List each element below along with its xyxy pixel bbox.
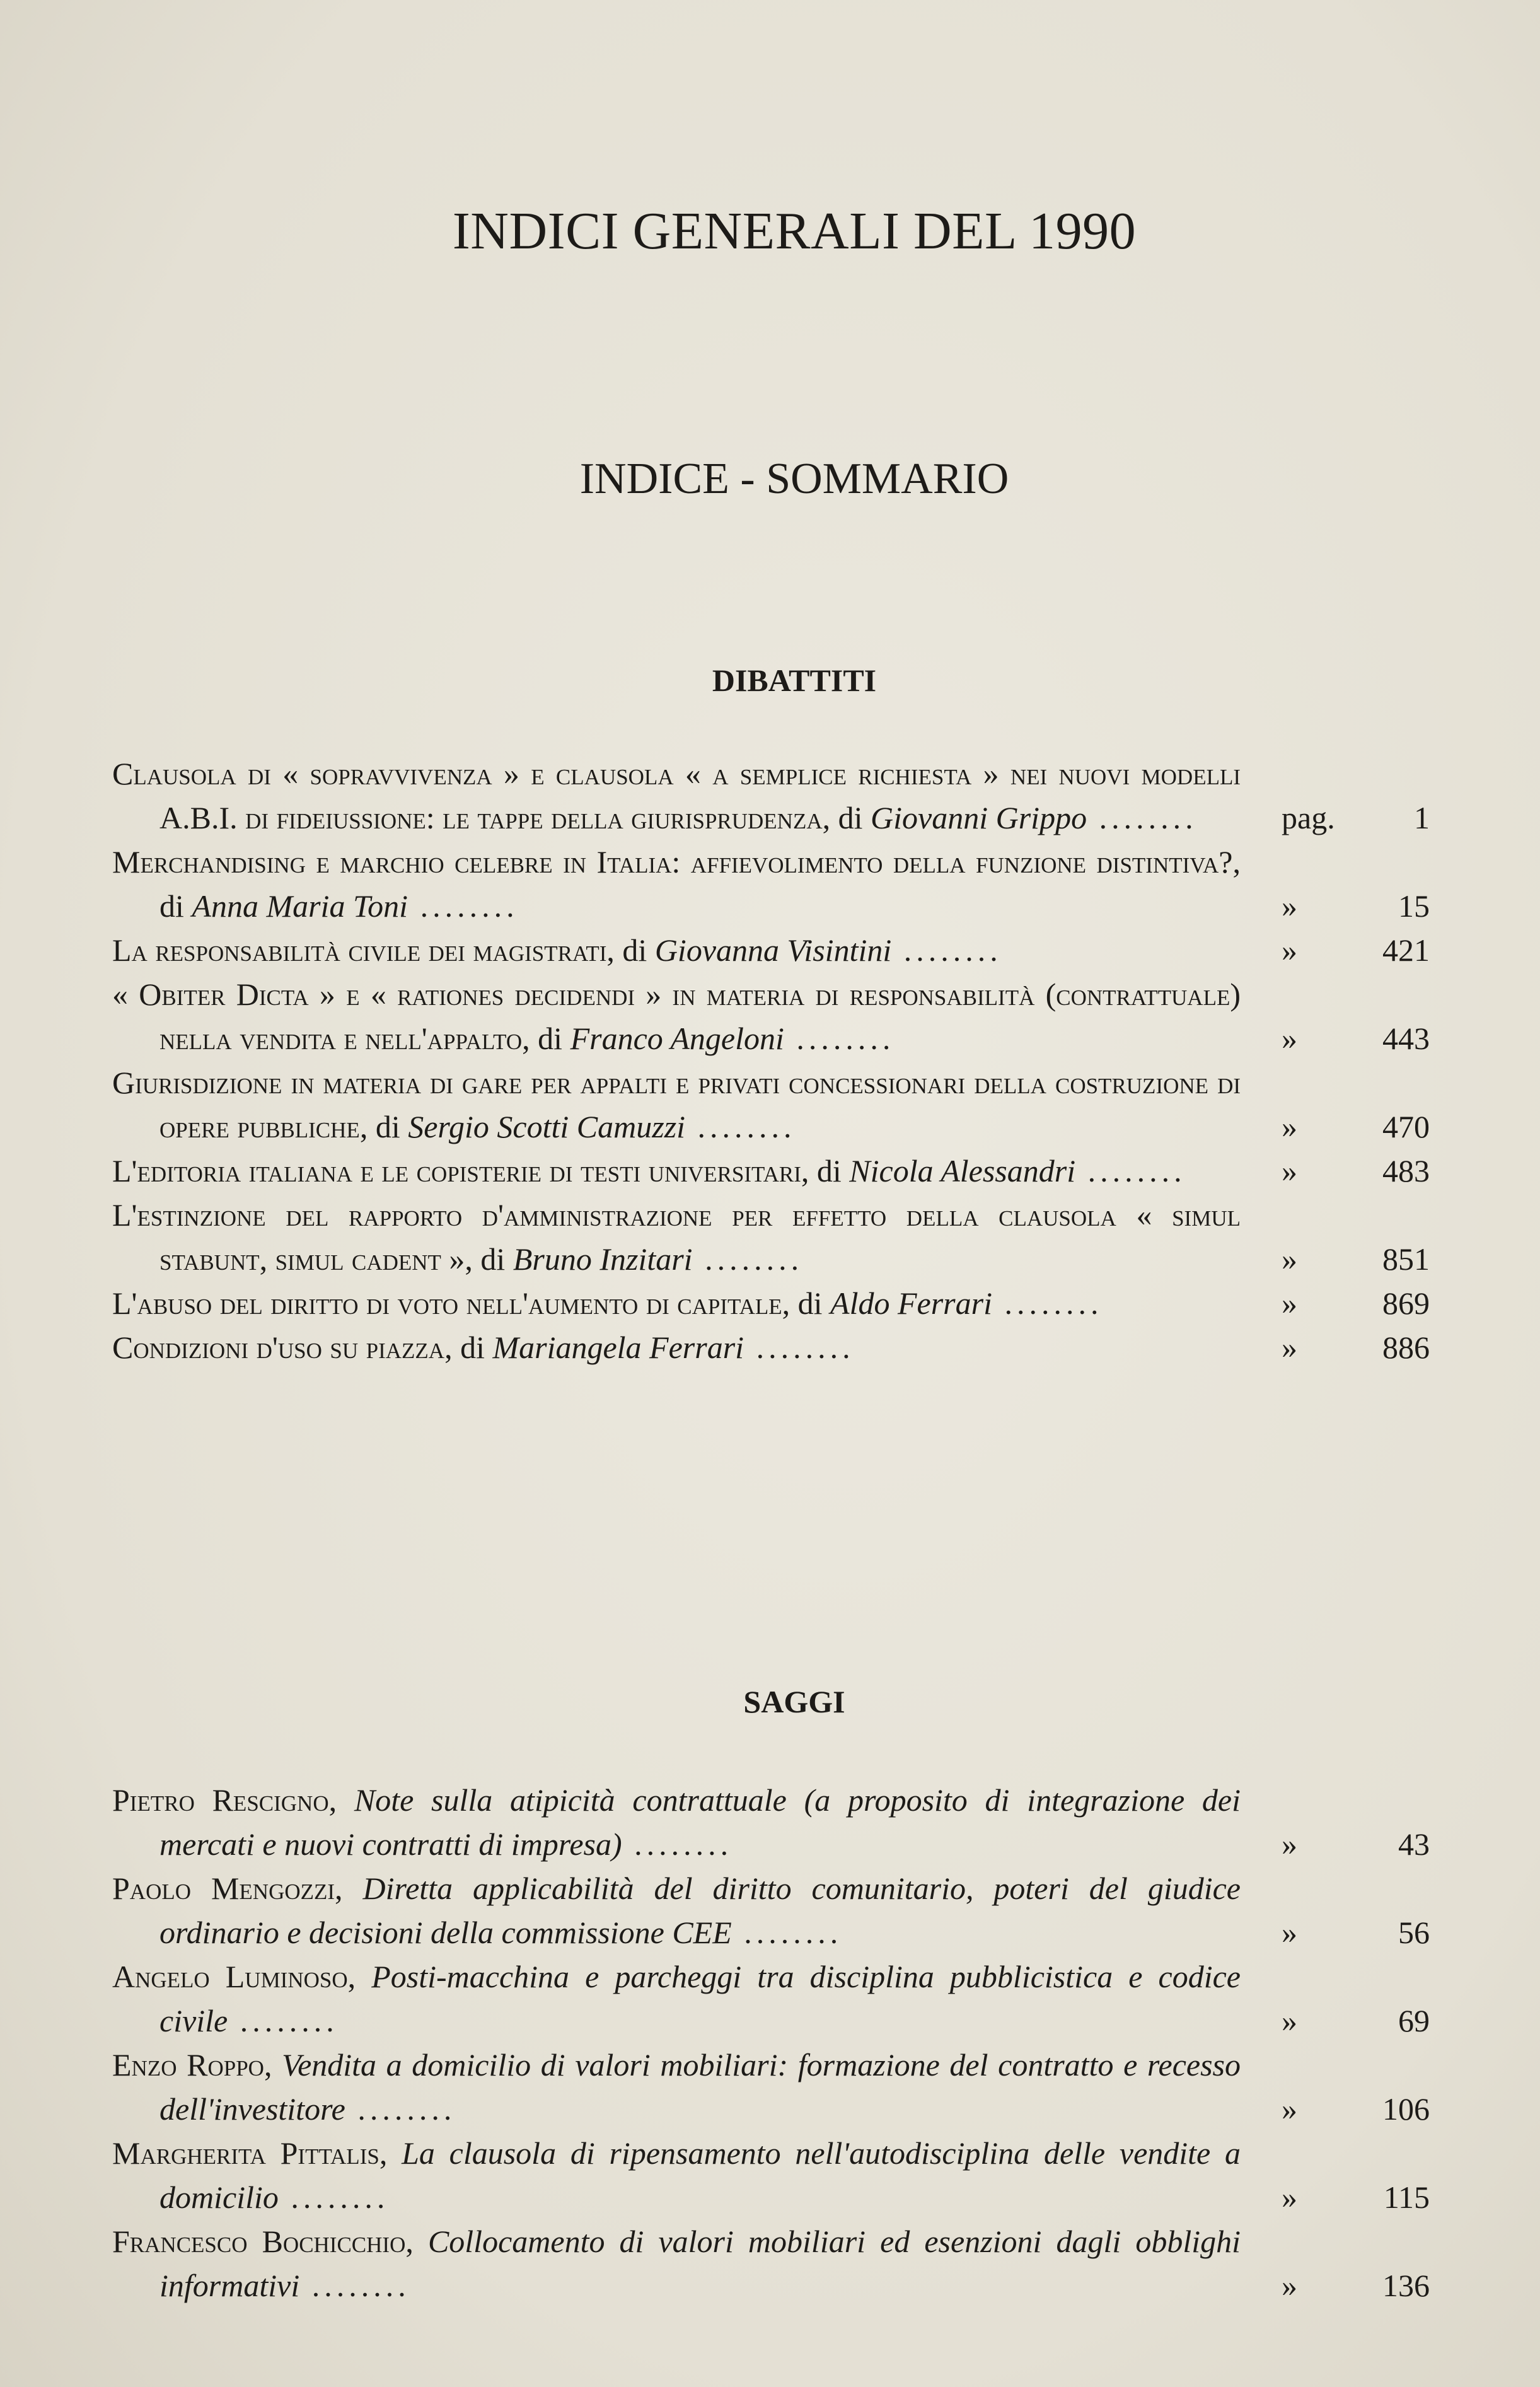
page-number: 115 xyxy=(1383,2180,1430,2215)
entry-title: Diretta applicabilità del diritto comunitario, poteri del giudice ordinario e decisioni della commissione CEE xyxy=(159,1871,1241,1950)
page-reference xyxy=(1253,928,1430,972)
page-number: 1 xyxy=(1414,800,1430,835)
entry-title: L'editoria italiana e le copisterie di testi universitari xyxy=(112,1153,801,1188)
entry-author: Pietro Rescigno xyxy=(112,1782,329,1818)
entry-author: Margherita Pittalis xyxy=(112,2135,379,2171)
index-entry: L'abuso del diritto di voto nell'aumento di capitale, di Aldo Ferrari ........ » 869 xyxy=(112,1281,1430,1325)
page-marker: » xyxy=(1282,1241,1297,1277)
page-reference xyxy=(1253,2087,1430,2131)
index-entry: L'editoria italiana e le copisterie di testi universitari, di Nicola Alessandri ........ » 483 xyxy=(112,1149,1430,1193)
index-entry: « Obiter Dicta » e « rationes decidendi » in materia di responsabilità (contrattuale) nella vendita e nell'appalto, di Franco Angeloni ........ » 443 xyxy=(112,972,1430,1060)
leader-dots: ........ xyxy=(408,888,519,924)
page-marker: » xyxy=(1282,2268,1297,2303)
leader-dots: ........ xyxy=(731,1915,843,1950)
entry-title: Vendita a domicilio di valori mobiliari: formazione del contratto e recesso dell'investitore xyxy=(159,2047,1241,2127)
page-marker: » xyxy=(1282,2091,1297,2127)
entry-author: Enzo Roppo xyxy=(112,2047,264,2082)
leader-dots: ........ xyxy=(622,1827,733,1862)
page-marker: » xyxy=(1282,1153,1297,1188)
entry-title: Giurisdizione in materia di gare per appalti e privati concessionari della costruzione di opere pubbliche xyxy=(112,1065,1241,1144)
page-number: 69 xyxy=(1398,2003,1430,2038)
leader-dots: ........ xyxy=(1075,1153,1186,1188)
index-entry: Angelo Luminoso, Posti-macchina e parcheggi tra disciplina pubblicistica e codice civile ........ » 69 xyxy=(112,1954,1430,2043)
page-number: 851 xyxy=(1382,1241,1430,1277)
section-heading-dibattiti: DIBATTITI xyxy=(712,663,877,698)
entries-dibattiti xyxy=(112,752,1430,1369)
entry-author: Anna Maria Toni xyxy=(192,888,408,924)
leader-dots: ........ xyxy=(1087,800,1198,835)
page-reference xyxy=(1253,2175,1430,2219)
entry-author: Giovanni Grippo xyxy=(871,800,1087,835)
page-reference xyxy=(1253,1016,1430,1060)
index-entry: Merchandising e marchio celebre in Italia: affievolimento della funzione distintiva?, di Anna Maria Toni ........ » 15 xyxy=(112,840,1430,928)
page-number: 483 xyxy=(1382,1153,1430,1188)
page-reference xyxy=(1253,1105,1430,1149)
page-subtitle: INDICE - SOMMARIO xyxy=(579,455,1009,503)
page-marker: » xyxy=(1282,1109,1297,1144)
entry-author: Giovanna Visintini xyxy=(654,932,892,968)
leader-dots: ........ xyxy=(692,1241,804,1277)
leader-dots: ........ xyxy=(992,1286,1103,1321)
entry-title: « Obiter Dicta » e « rationes decidendi » in materia di responsabilità (contrattuale) nella vendita e nell'appalto xyxy=(112,977,1241,1056)
page-number: 421 xyxy=(1382,932,1430,968)
leader-dots: ........ xyxy=(345,2091,456,2127)
page-number: 470 xyxy=(1382,1109,1430,1144)
index-entry: Enzo Roppo, Vendita a domicilio di valori mobiliari: formazione del contratto e recesso dell'investitore ........ » 106 xyxy=(112,2043,1430,2131)
page-marker: » xyxy=(1282,1330,1297,1365)
leader-dots: ........ xyxy=(278,2180,390,2215)
entry-title: Condizioni d'uso su piazza xyxy=(112,1330,445,1365)
index-entry: Pietro Rescigno, Note sulla atipicità contrattuale (a proposito di integrazione dei mercati e nuovi contratti di impresa) ........ » 43 xyxy=(112,1778,1430,1866)
page-reference xyxy=(1253,796,1430,840)
entry-title: Note sulla atipicità contrattuale (a proposito di integrazione dei mercati e nuovi contratti di impresa) xyxy=(159,1782,1241,1862)
page-number: 869 xyxy=(1382,1286,1430,1321)
page-number: 106 xyxy=(1382,2091,1430,2127)
page-reference xyxy=(1253,1999,1430,2043)
page-reference xyxy=(1253,2263,1430,2308)
index-entry: Clausola di « sopravvivenza » e clausola « a semplice richiesta » nei nuovi modelli A.B.I. di fideiussione: le tappe della giurisprudenza, di Giovanni Grippo ........ pag. 1 xyxy=(112,752,1430,840)
leader-dots: ........ xyxy=(891,932,1002,968)
entry-title: Collocamento di valori mobiliari ed esenzioni dagli obblighi informativi xyxy=(159,2224,1241,2303)
entry-title: L'estinzione del rapporto d'amministrazione per effetto della clausola « simul stabunt, simul cadent » xyxy=(112,1197,1241,1277)
page-marker: » xyxy=(1282,1286,1297,1321)
entry-title: La responsabilità civile dei magistrati xyxy=(112,932,607,968)
entry-author: Aldo Ferrari xyxy=(830,1286,992,1321)
page-marker: » xyxy=(1282,932,1297,968)
page-marker: » xyxy=(1282,1915,1297,1950)
leader-dots: ........ xyxy=(744,1330,855,1365)
page-reference xyxy=(1253,1149,1430,1193)
page-reference xyxy=(1253,1822,1430,1866)
page-reference xyxy=(1253,1281,1430,1325)
page-marker: » xyxy=(1282,2003,1297,2038)
leader-dots: ........ xyxy=(685,1109,796,1144)
entry-title: Posti-macchina e parcheggi tra disciplina pubblicistica e codice civile xyxy=(159,1959,1241,2038)
index-entry: Paolo Mengozzi, Diretta applicabilità del diritto comunitario, poteri del giudice ordinario e decisioni della commissione CEE ........ » 56 xyxy=(112,1866,1430,1954)
entry-author: Sergio Scotti Camuzzi xyxy=(408,1109,686,1144)
leader-dots: ........ xyxy=(228,2003,339,2038)
index-entry: Condizioni d'uso su piazza, di Mariangela Ferrari ........ » 886 xyxy=(112,1325,1430,1369)
page-marker: » xyxy=(1282,1021,1297,1056)
page-title: INDICI GENERALI DEL 1990 xyxy=(452,202,1137,260)
index-entry: Margherita Pittalis, La clausola di ripensamento nell'autodisciplina delle vendite a domicilio ........ » 115 xyxy=(112,2131,1430,2219)
page-marker: » xyxy=(1282,2180,1297,2215)
entry-title: Merchandising e marchio celebre in Italia: affievolimento della funzione distintiva? xyxy=(112,844,1233,880)
index-entry: Giurisdizione in materia di gare per appalti e privati concessionari della costruzione di opere pubbliche, di Sergio Scotti Camuzzi ........ » 470 xyxy=(112,1060,1430,1149)
entry-author: Francesco Bochicchio xyxy=(112,2224,406,2259)
page-reference xyxy=(1253,1237,1430,1281)
entry-author: Mariangela Ferrari xyxy=(492,1330,744,1365)
section-heading-saggi: SAGGI xyxy=(743,1684,845,1719)
entry-author: Angelo Luminoso xyxy=(112,1959,348,1994)
entry-title: Clausola di « sopravvivenza » e clausola « a semplice richiesta » nei nuovi modelli A.B.I. di fideiussione: le tappe della giurisprudenza xyxy=(112,756,1241,835)
entry-author: Paolo Mengozzi xyxy=(112,1871,335,1906)
page-reference xyxy=(1253,1910,1430,1954)
page-marker: » xyxy=(1282,888,1297,924)
page-number: 15 xyxy=(1398,888,1430,924)
entry-author: Bruno Inzitari xyxy=(512,1241,693,1277)
entry-author: Franco Angeloni xyxy=(570,1021,784,1056)
page-number: 43 xyxy=(1398,1827,1430,1862)
entry-title: L'abuso del diritto di voto nell'aumento di capitale xyxy=(112,1286,782,1321)
page-marker: pag. xyxy=(1282,800,1335,835)
page-reference xyxy=(1253,884,1430,928)
page-number: 886 xyxy=(1382,1330,1430,1365)
page-reference xyxy=(1253,1325,1430,1369)
leader-dots: ........ xyxy=(784,1021,895,1056)
page-number: 56 xyxy=(1398,1915,1430,1950)
entry-author: Nicola Alessandri xyxy=(849,1153,1076,1188)
leader-dots: ........ xyxy=(299,2268,410,2303)
index-entry: L'estinzione del rapporto d'amministrazione per effetto della clausola « simul stabunt, simul cadent », di Bruno Inzitari ........ » 851 xyxy=(112,1193,1430,1281)
page-marker: » xyxy=(1282,1827,1297,1862)
entries-saggi xyxy=(112,1778,1430,2308)
page-number: 136 xyxy=(1382,2268,1430,2303)
index-entry: La responsabilità civile dei magistrati, di Giovanna Visintini ........ » 421 xyxy=(112,928,1430,972)
index-entry: Francesco Bochicchio, Collocamento di valori mobiliari ed esenzioni dagli obblighi informativi ........ » 136 xyxy=(112,2219,1430,2308)
page-number: 443 xyxy=(1382,1021,1430,1056)
entry-title: La clausola di ripensamento nell'autodisciplina delle vendite a domicilio xyxy=(159,2135,1241,2215)
